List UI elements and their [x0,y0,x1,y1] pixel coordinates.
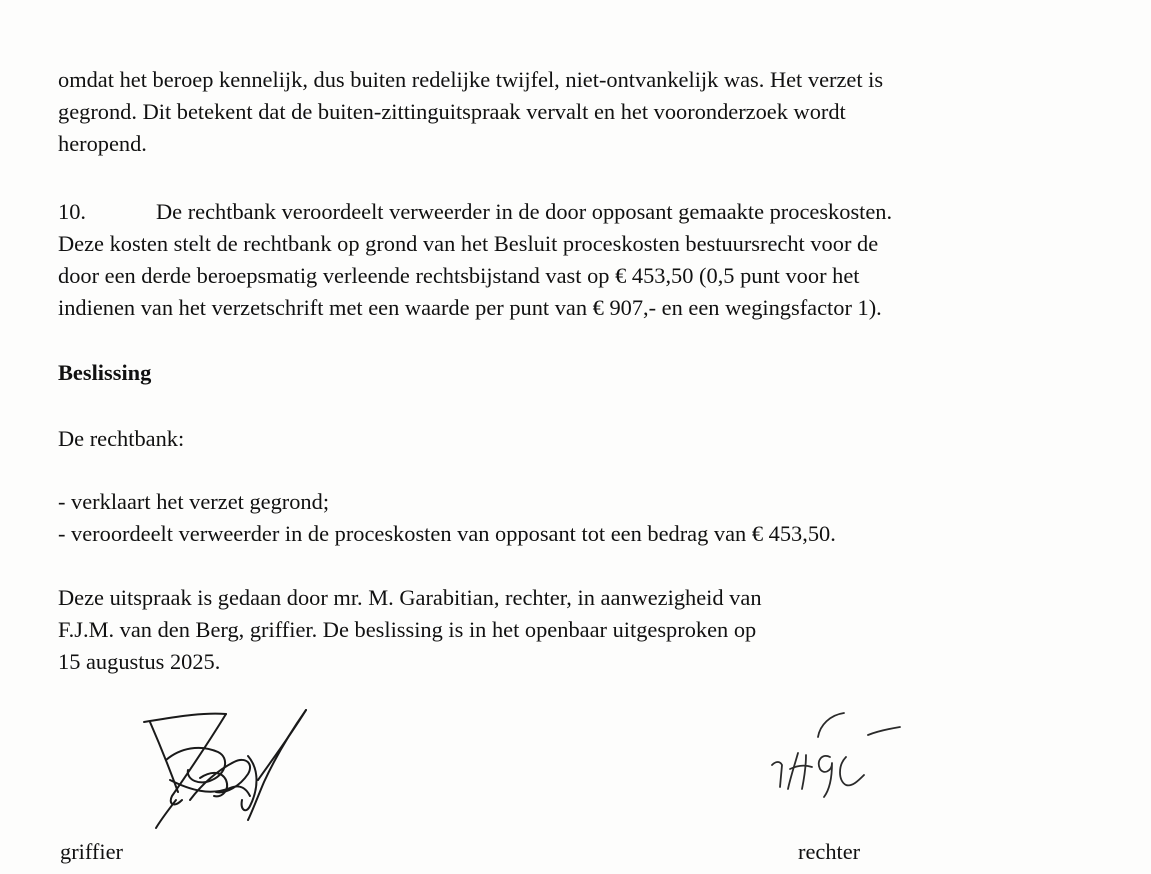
paragraph-line: omdat het beroep kennelijk, dus buiten redelijke twijfel, niet-ontvankelijk was. Het verzet is [58,67,884,92]
paragraph-line: gegrond. Dit betekent dat de buiten-zittinguitspraak vervalt en het vooronderzoek wordt [58,99,846,124]
griffier-signature [130,700,320,840]
paragraph-line [58,196,892,228]
decision-items [58,486,836,550]
paragraph-line: F.J.M. van den Berg, griffier. De beslissing is in het openbaar uitgesproken op [58,617,757,642]
paragraph-line: indienen van het verzetschrift met een waarde per punt van € 907,- en een wegingsfactor 1). [58,295,882,320]
paragraph-line: 15 augustus 2025. [58,649,221,674]
paragraph-continuation [58,64,883,160]
paragraph-line: heropend. [58,131,147,156]
rechter-label: rechter [798,839,861,864]
paragraph-number: 10. [58,199,86,224]
decision-intro: De rechtbank: [58,426,185,451]
paragraph-line: Deze uitspraak is gedaan door mr. M. Garabitian, rechter, in aanwezigheid van [58,585,762,610]
paragraph-line: Deze kosten stelt de rechtbank op grond van het Besluit proceskosten bestuursrecht voor de [58,231,879,256]
closing-paragraph [58,582,762,678]
paragraph-line: door een derde beroepsmatig verleende rechtsbijstand vast op € 453,50 (0,5 punt voor het [58,263,860,288]
paragraph-text: De rechtbank veroordeelt verweerder in de door opposant gemaakte proceskosten. [156,199,893,224]
decision-item: - verklaart het verzet gegrond; [58,489,330,514]
decision-heading: Beslissing [58,360,152,385]
rechter-signature [760,705,910,805]
paragraph-10 [58,196,892,324]
griffier-label: griffier [60,839,123,864]
decision-item: - veroordeelt verweerder in de proceskosten van opposant tot een bedrag van € 453,50. [58,521,836,546]
